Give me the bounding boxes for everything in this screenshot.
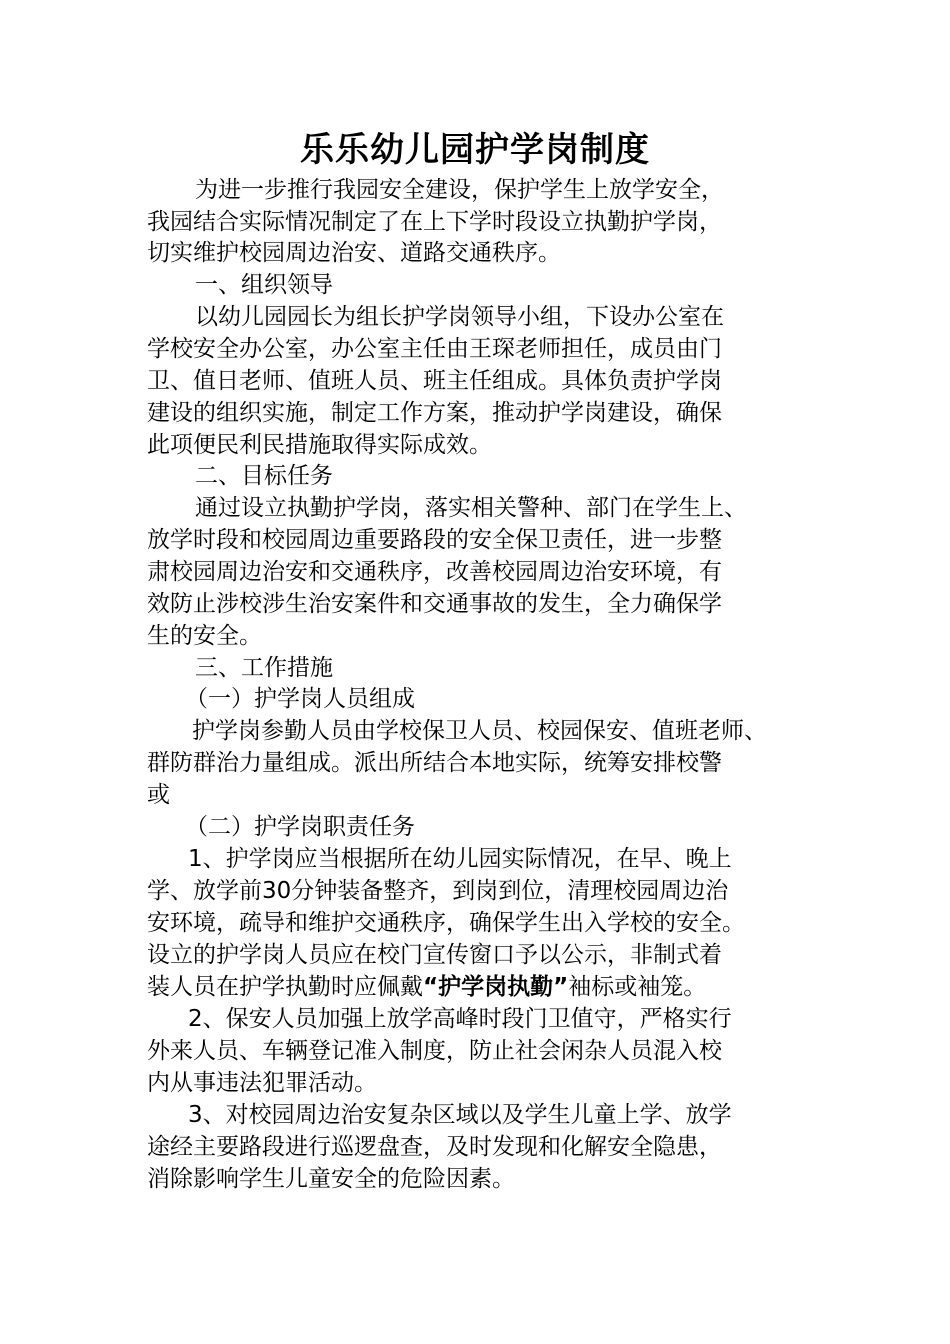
paragraph-line: 我园结合实际情况制定了在上下学时段设立执勤护学岗， (147, 209, 722, 235)
paragraph-line: 学校安全办公室，办公室主任由王琛老师担任，成员由门 (147, 336, 722, 362)
paragraph-line: 1、护学岗应当根据所在幼儿园实际情况，在早、晚上 (188, 846, 732, 872)
paragraph-line: 切实维护校园周边治安、道路交通秩序。 (147, 240, 561, 266)
paragraph-line: 2、保安人员加强上放学高峰时段门卫值守，严格实行 (188, 1006, 732, 1032)
paragraph-line: 内从事违法犯罪活动。 (147, 1070, 377, 1096)
paragraph-line: 放学时段和校园周边重要路段的安全保卫责任，进一步整 (147, 527, 722, 553)
paragraph-line: 肃校园周边治安和交通秩序，改善校园周边治安环境，有 (147, 559, 722, 585)
paragraph-line: 通过设立执勤护学岗，落实相关警种、部门在学生上、 (195, 495, 747, 521)
armband-text-before: 装人员在护学执勤时应佩戴 (147, 974, 423, 1000)
section-heading: 二、目标任务 (195, 463, 333, 489)
paragraph-line: 3、对校园周边治安复杂区域以及学生儿童上学、放学 (188, 1102, 732, 1128)
paragraph-line: 群防群治力量组成。派出所结合本地实际，统筹安排校警 (147, 750, 722, 776)
paragraph-line: 途经主要路段进行巡逻盘查，及时发现和化解安全隐患， (147, 1134, 722, 1160)
paragraph-line: 为进一步推行我园安全建设，保护学生上放学安全， (195, 177, 724, 203)
paragraph-line: 护学岗参勤人员由学校保卫人员、校园保安、值班老师、 (192, 718, 767, 744)
paragraph-line: 以幼儿园园长为组长护学岗领导小组，下设办公室在 (195, 304, 724, 330)
armband-text-after: 袖标或袖笼。 (568, 974, 707, 1000)
paragraph-line: 建设的组织实施，制定工作方案，推动护学岗建设，确保 (147, 400, 722, 426)
paragraph-line: 此项便民利民措施取得实际成效。 (147, 432, 492, 458)
paragraph-line: 安环境，疏导和维护交通秩序，确保学生出入学校的安全。 (147, 910, 745, 936)
subsection-heading: （二）护学岗职责任务 (185, 814, 415, 840)
section-heading: 一、组织领导 (195, 272, 333, 298)
document-title: 乐乐幼儿园护学岗制度 (300, 130, 650, 170)
subsection-heading: （一）护学岗人员组成 (185, 686, 415, 712)
section-heading: 三、工作措施 (195, 655, 333, 681)
armband-emphasis: “护学岗执勤” (423, 974, 569, 1000)
paragraph-line: 生的安全。 (147, 623, 262, 649)
paragraph-line: 或 (147, 782, 170, 808)
paragraph-line: 消除影响学生儿童安全的危险因素。 (147, 1166, 515, 1192)
paragraph-line: 学、放学前30分钟装备整齐，到岗到位，清理校园周边治 (147, 878, 729, 904)
paragraph-line-armband (147, 972, 706, 1002)
paragraph-line: 设立的护学岗人员应在校门宣传窗口予以公示，非制式着 (147, 942, 722, 968)
paragraph-line: 效防止涉校涉生治安案件和交通事故的发生，全力确保学 (147, 591, 722, 617)
paragraph-line: 外来人员、车辆登记准入制度，防止社会闲杂人员混入校 (147, 1038, 722, 1064)
paragraph-line: 卫、值日老师、值班人员、班主任组成。具体负责护学岗 (147, 368, 722, 394)
